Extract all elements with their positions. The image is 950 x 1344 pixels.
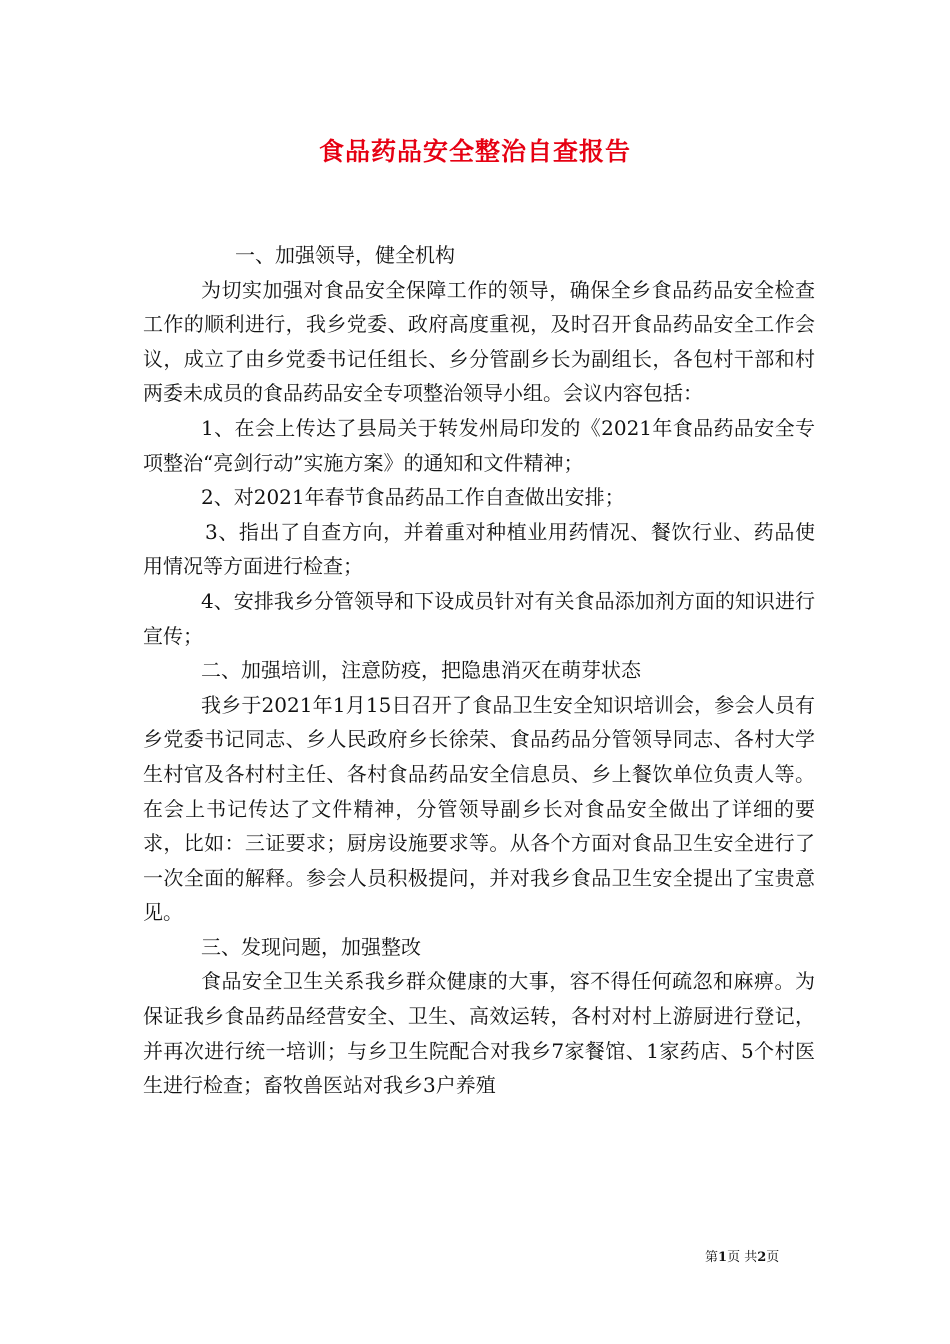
section-heading-2: 二、加强培训，注意防疫，把隐患消灭在萌芽状态 [201, 658, 641, 683]
list-item: 1、在会上传达了县局关于转发州局印发的《2021年食品药品安全专项整治“亮剑行动”实施方案》的通知和文件精神； [143, 415, 815, 475]
section-heading-1: 一、加强领导，健全机构 [235, 243, 455, 267]
page-number-footer [705, 1246, 779, 1265]
footer-prefix: 第 [705, 1250, 719, 1265]
list-item: 2、对2021年春节食品药品工作自查做出安排； [201, 485, 625, 510]
paragraph: 为切实加强对食品安全保障工作的领导，确保全乡食品药品安全检查工作的顺利进行，我乡党委、政府高度重视，及时召开食品药品安全工作会议，成立了由乡党委书记任组长、乡分管副乡长为副组长，各包村干部和村两委未成员的食品药品安全专项整治领导小组。会议内容包括： [143, 277, 815, 406]
total-page-number: 2 [757, 1250, 767, 1265]
paragraph: 我乡于2021年1月15日召开了食品卫生安全知识培训会，参会人员有乡党委书记同志、乡人民政府乡长徐荣、食品药品分管领导同志、各村大学生村官及各村村主任、各村食品药品安全信息员、乡上餐饮单位负责人等。在会上书记传达了文件精神，分管领导副乡长对食品安全做出了详细的要求，比如：三证要求；厨房设施要求等。从各个方面对食品卫生安全进行了一次全面的解释。参会人员积极提问，并对我乡食品卫生安全提出了宝贵意见。 [143, 692, 815, 925]
document-title: 食品药品安全整治自查报告 [318, 137, 631, 166]
list-item: 4、安排我乡分管领导和下设成员针对有关食品添加剂方面的知识进行宣传； [143, 588, 815, 648]
section-heading-3: 三、发现问题，加强整改 [201, 934, 421, 959]
list-item: 3、指出了自查方向，并着重对种植业用药情况、餐饮行业、药品使用情况等方面进行检查； [143, 519, 815, 579]
document-body [143, 238, 815, 1103]
current-page-number: 1 [718, 1250, 728, 1265]
paragraph: 食品安全卫生关系我乡群众健康的大事，容不得任何疏忽和麻痹。为保证我乡食品药品经营安全、卫生、高效运转，各村对村上游厨进行登记，并再次进行统一培训；与乡卫生院配合对我乡7家餐馆、1家药店、5个村医生进行检查；畜牧兽医站对我乡3户养殖 [143, 969, 815, 1098]
footer-middle: 页 共 [727, 1250, 758, 1265]
footer-suffix: 页 [766, 1250, 780, 1265]
